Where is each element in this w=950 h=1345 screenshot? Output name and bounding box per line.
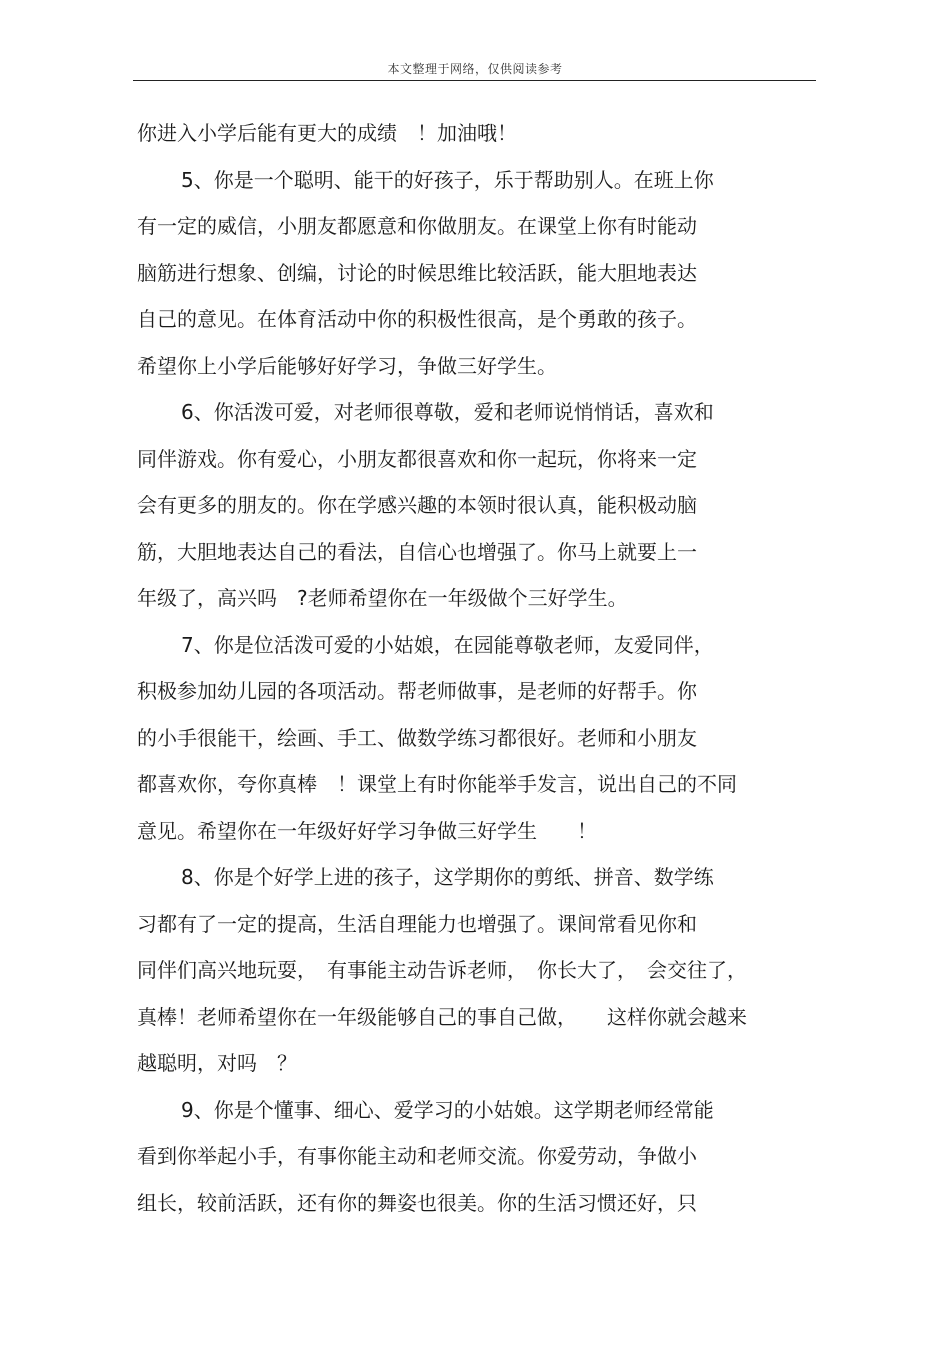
text-line: 你进入小学后能有更大的成绩 ！加油哦！: [137, 121, 517, 145]
text-line: 希望你上小学后能够好好学习，争做三好学生。: [137, 353, 557, 378]
text-line: 有一定的威信，小朋友都愿意和你做朋友。在课堂上你有时能动: [137, 214, 697, 238]
text-line: 同伴们高兴地玩耍， 有事能主动告诉老师， 你长大了， 会交往了，: [137, 958, 747, 982]
text-line: 8、你是个好学上进的孩子，这学期你的剪纸、拼音、数学练: [181, 865, 714, 889]
text-line: 积极参加幼儿园的各项活动。帮老师做事，是老师的好帮手。你: [137, 679, 697, 703]
text-line: 越聪明，对吗 ？: [137, 1051, 297, 1075]
text-line: 都喜欢你，夸你真棒 ！课堂上有时你能举手发言，说出自己的不同: [137, 772, 737, 796]
text-line: 真棒！老师希望你在一年级能够自己的事自己做， 这样你就会越来: [137, 1004, 747, 1029]
text-line: 的小手很能干，绘画、手工、做数学练习都很好。老师和小朋友: [137, 725, 697, 750]
paragraph-6: [137, 389, 827, 622]
text-line: 筋，大胆地表达自己的看法，自信心也增强了。你马上就要上一: [137, 539, 697, 564]
paragraph-5: [137, 157, 827, 390]
text-line: 会有更多的朋友的。你在学感兴趣的本领时很认真，能积极动脑: [137, 493, 697, 517]
text-line: 同伴游戏。你有爱心，小朋友都很喜欢和你一起玩，你将来一定: [137, 446, 697, 471]
header-divider: [133, 80, 816, 81]
text-line: 看到你举起小手，有事你能主动和老师交流。你爱劳动，争做小: [137, 1144, 697, 1168]
text-line: 7、你是位活泼可爱的小姑娘，在园能尊敬老师，友爱同伴，: [181, 632, 714, 657]
text-line: 6、你活泼可爱，对老师很尊敬，爱和老师说悄悄话，喜欢和: [181, 400, 714, 424]
text-line: 习都有了一定的提高，生活自理能力也增强了。课间常看见你和: [137, 911, 697, 936]
text-line: 脑筋进行想象、创编，讨论的时候思维比较活跃，能大胆地表达: [137, 260, 697, 285]
paragraph-continuation: [137, 110, 827, 157]
paragraph-8: [137, 854, 827, 1087]
paragraph-9: [137, 1087, 827, 1227]
text-line: 9、你是个懂事、细心、爱学习的小姑娘。这学期老师经常能: [181, 1097, 714, 1122]
text-line: 5、你是一个聪明、能干的好孩子，乐于帮助别人。在班上你: [181, 167, 714, 192]
page-header-caption: 本文整理于网络，仅供阅读参考: [387, 62, 563, 76]
paragraph-7: [137, 622, 827, 855]
text-line: 年级了，高兴吗 ?老师希望你在一年级做个三好学生。: [137, 586, 628, 610]
text-line: 组长，较前活跃，还有你的舞姿也很美。你的生活习惯还好，只: [137, 1190, 697, 1215]
document-body: [137, 110, 827, 1226]
text-line: 意见。希望你在一年级好好学习争做三好学生 ！: [137, 818, 597, 843]
text-line: 自己的意见。在体育活动中你的积极性很高，是个勇敢的孩子。: [137, 307, 697, 331]
